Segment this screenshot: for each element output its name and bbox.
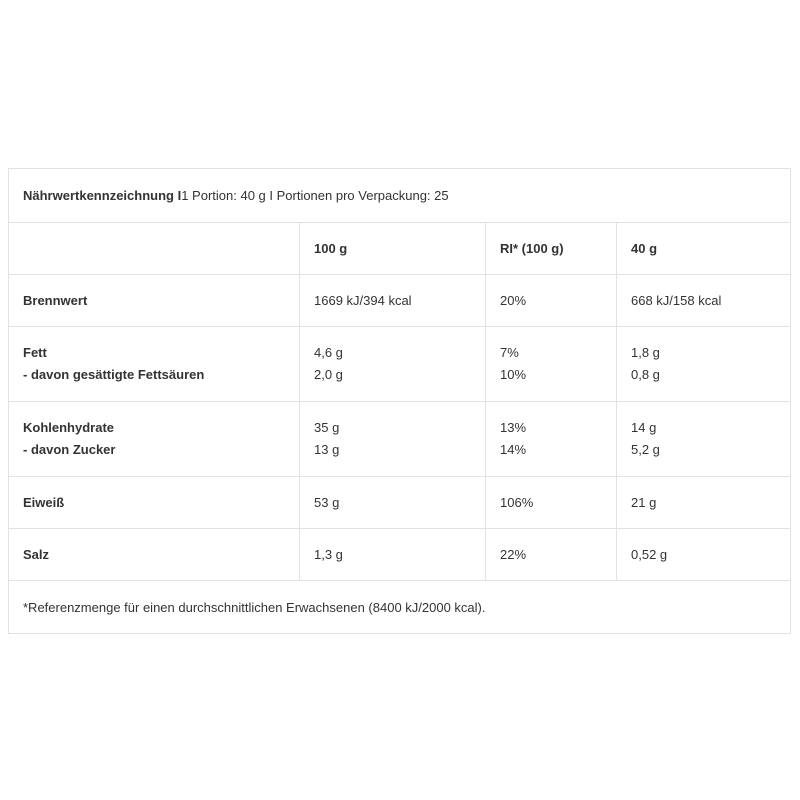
per-100g-value: 1,3 g [314,546,343,562]
nutrient-subname: - davon gesättigte Fettsäuren [23,367,205,382]
ri-value: 22% [500,546,527,562]
ri-value: 20% [500,292,527,308]
header-portion-info: 1 Portion: 40 g I Portionen pro Verpackung: 25 [181,188,449,203]
ri-subvalue: 10% [500,367,527,382]
ri-subvalue: 14% [500,442,527,457]
ri-cell [486,529,617,580]
ri-value: 13% [500,420,527,435]
per-100g-subvalue: 2,0 g [314,367,343,382]
ri-value: 106% [500,494,534,510]
footnote-text: *Referenzmenge für einen durchschnittlichen Erwachsenen (8400 kJ/2000 kcal). [23,599,486,615]
table-row [9,275,790,327]
per-100g-cell [300,275,486,326]
ri-value: 7% [500,345,519,360]
per-100g-cell [300,327,486,401]
portion-value: 668 kJ/158 kcal [631,292,722,308]
portion-value: 1,8 g [631,345,660,360]
table-row [9,477,790,529]
column-header-row [9,223,790,275]
column-header-per-100g: 100 g [300,223,486,274]
column-header-ri: RI* (100 g) [486,223,617,274]
per-100g-cell [300,402,486,476]
nutrient-label [9,275,300,326]
nutrient-label [9,402,300,476]
table-header [9,169,790,223]
ri-cell [486,275,617,326]
portion-value: 0,52 g [631,546,668,562]
reference-footnote [9,581,790,633]
ri-cell [486,327,617,401]
nutrition-table [8,168,791,634]
portion-value: 14 g [631,420,657,435]
nutrient-name: Fett [23,345,47,360]
nutrient-subname: - davon Zucker [23,442,116,457]
nutrient-name: Brennwert [23,292,88,308]
column-header-portion: 40 g [631,240,658,256]
table-row [9,529,790,581]
nutrient-label [9,327,300,401]
per-100g-subvalue: 13 g [314,442,340,457]
portion-value: 21 g [631,494,657,510]
nutrient-label [9,477,300,528]
per-100g-cell [300,477,486,528]
per-100g-value: 53 g [314,494,340,510]
table-row [9,402,790,477]
nutrient-name: Salz [23,546,50,562]
ri-cell [486,477,617,528]
portion-cell [617,275,790,326]
portion-subvalue: 0,8 g [631,367,660,382]
portion-cell [617,477,790,528]
per-100g-value: 4,6 g [314,345,343,360]
portion-subvalue: 5,2 g [631,442,660,457]
portion-cell [617,327,790,401]
table-row [9,327,790,402]
nutrient-label [9,529,300,580]
nutrient-name: Kohlenhydrate [23,420,115,435]
portion-cell [617,402,790,476]
per-100g-cell [300,529,486,580]
per-100g-value: 1669 kJ/394 kcal [314,292,412,308]
portion-cell [617,529,790,580]
per-100g-value: 35 g [314,420,340,435]
column-header-nutrient [9,223,300,274]
nutrient-name: Eiweiß [23,494,65,510]
header-title: Nährwertkennzeichnung I [23,188,182,203]
ri-cell [486,402,617,476]
